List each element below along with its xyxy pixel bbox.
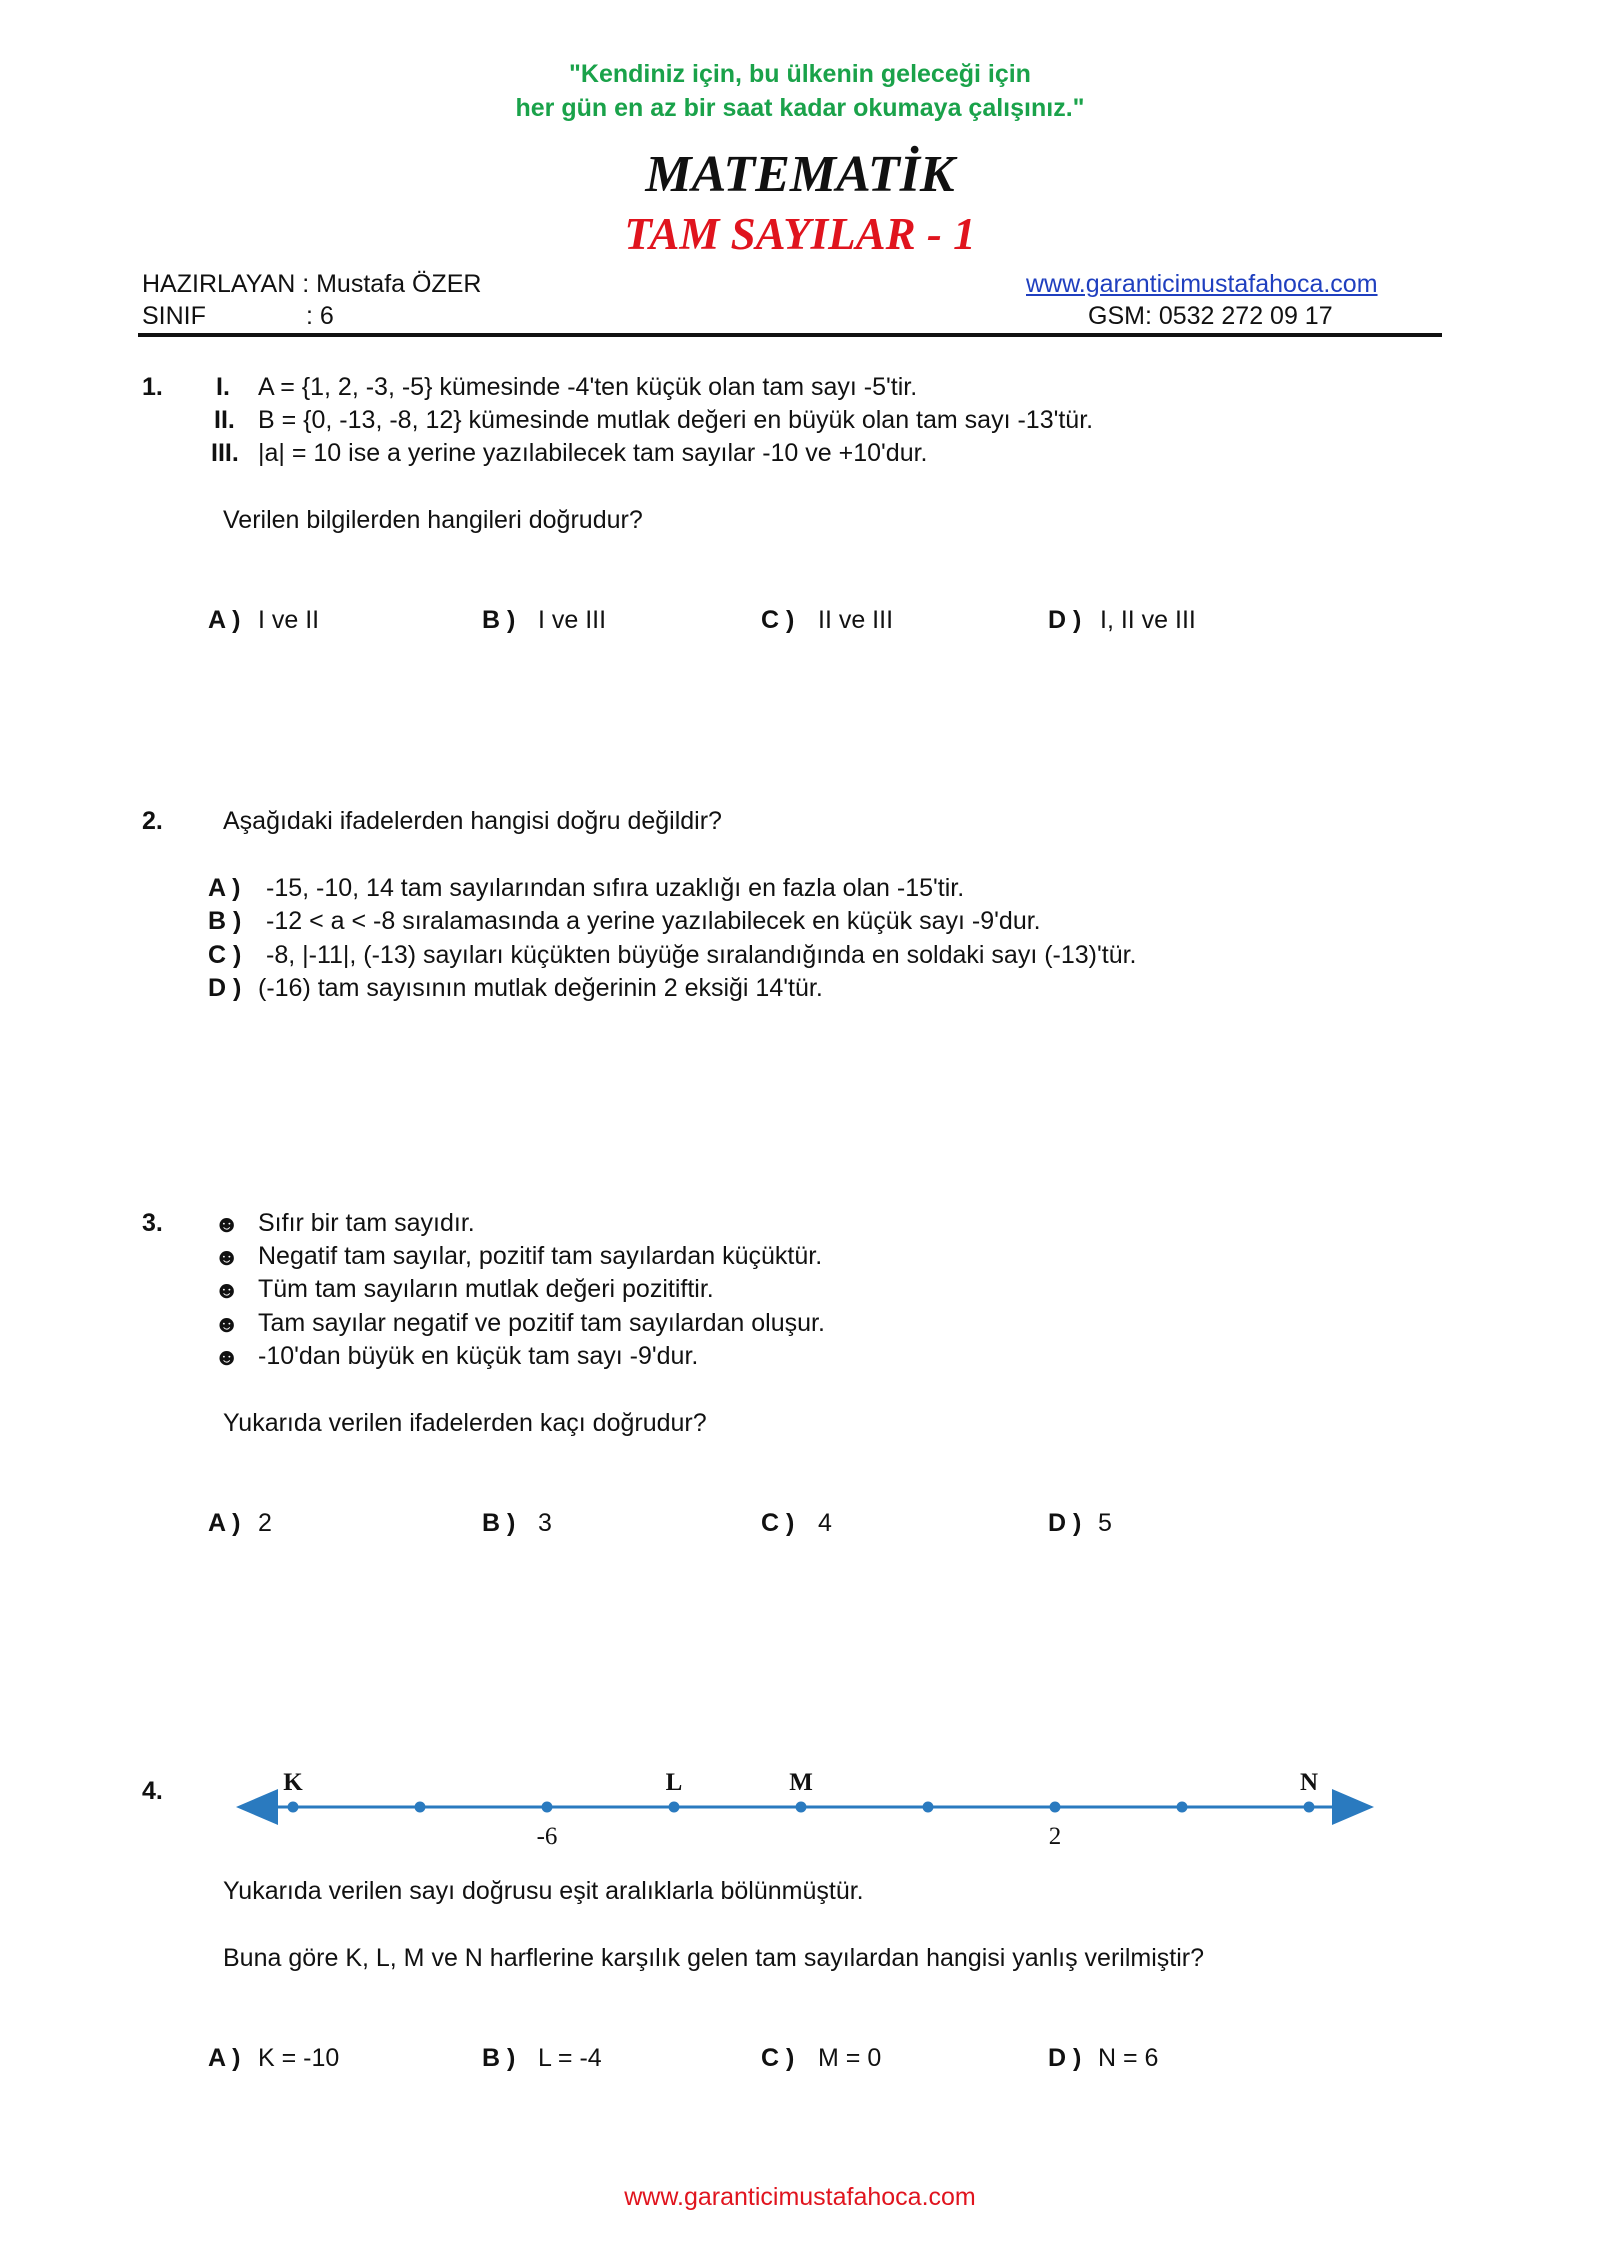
statement-text: -10'dan büyük en küçük tam sayı -9'dur. [258, 1342, 699, 1370]
question-prompt: Buna göre K, L, M ve N harflerine karşılık gelen tam sayılardan hangisi yanlış verilmiştir? [223, 1944, 1204, 1972]
footer-website[interactable]: www.garanticimustafahoca.com [624, 2183, 976, 2211]
smiley-bullet-icon: ☻ [214, 1277, 240, 1304]
option-letter: D ) [208, 974, 242, 1002]
statement-text: Tam sayılar negatif ve pozitif tam sayılardan oluşur. [258, 1309, 825, 1337]
question-prompt: Verilen bilgilerden hangileri doğrudur? [223, 506, 643, 534]
option-letter: A ) [208, 874, 241, 902]
option-letter: D ) [1048, 2044, 1082, 2072]
point-label-k: K [283, 1769, 303, 1796]
question-prompt: Aşağıdaki ifadelerden hangisi doğru değildir? [223, 807, 722, 835]
option-text[interactable]: -15, -10, 14 tam sayılarından sıfıra uzaklığı en fazla olan -15'tir. [266, 874, 965, 902]
option-text[interactable]: L = -4 [538, 2044, 602, 2072]
option-text[interactable]: -12 < a < -8 sıralamasında a yerine yazılabilecek en küçük sayı -9'dur. [266, 907, 1041, 935]
header-divider [138, 333, 1442, 337]
option-letter: B ) [208, 907, 242, 935]
option-letter: B ) [482, 2044, 516, 2072]
option-text[interactable]: K = -10 [258, 2044, 340, 2072]
number-line-point [796, 1802, 807, 1813]
option-text[interactable]: N = 6 [1098, 2044, 1159, 2072]
statement-text: A = {1, 2, -3, -5} kümesinde -4'ten küçük olan tam sayı -5'tir. [258, 373, 918, 401]
point-label-l: L [665, 1769, 683, 1796]
option-letter: A ) [208, 2044, 241, 2072]
option-text[interactable]: 4 [818, 1509, 832, 1537]
number-line-point [1304, 1802, 1315, 1813]
statement-roman: II. [214, 406, 235, 434]
option-letter: C ) [761, 606, 795, 634]
number-line-point [542, 1802, 553, 1813]
author-label: HAZIRLAYAN : Mustafa ÖZER [142, 270, 482, 298]
smiley-bullet-icon: ☻ [214, 1211, 240, 1238]
number-line-point [923, 1802, 934, 1813]
question-number: 2. [142, 807, 163, 835]
number-line-point [669, 1802, 680, 1813]
point-label-n: N [1299, 1769, 1319, 1796]
question-number: 1. [142, 373, 163, 401]
smiley-bullet-icon: ☻ [214, 1311, 240, 1338]
statement-roman: I. [216, 373, 230, 401]
option-text[interactable]: -8, |-11|, (-13) sayıları küçükten büyüğe sıralandığında en soldaki sayı (-13)'tür. [266, 941, 1137, 969]
website-link[interactable]: www.garanticimustafahoca.com [1026, 270, 1378, 298]
option-text[interactable]: I, II ve III [1100, 606, 1196, 634]
question-prompt: Yukarıda verilen ifadelerden kaçı doğrudur? [223, 1409, 707, 1437]
option-letter: A ) [208, 1509, 241, 1537]
option-letter: C ) [761, 1509, 795, 1537]
value-label-2: 2 [1048, 1823, 1062, 1850]
option-text[interactable]: (-16) tam sayısının mutlak değerinin 2 eksiği 14'tür. [258, 974, 823, 1002]
topic-title: TAM SAYILAR - 1 [624, 209, 976, 259]
statement-text: |a| = 10 ise a yerine yazılabilecek tam sayılar -10 ve +10'dur. [258, 439, 928, 467]
option-text[interactable]: 2 [258, 1509, 272, 1537]
number-line-point [1177, 1802, 1188, 1813]
question-number: 4. [142, 1777, 163, 1805]
number-line [230, 1760, 1380, 1850]
option-letter: D ) [1048, 606, 1082, 634]
class-value: : 6 [306, 302, 334, 330]
smiley-bullet-icon: ☻ [214, 1344, 240, 1371]
number-line-point [1050, 1802, 1061, 1813]
option-letter: D ) [1048, 1509, 1082, 1537]
option-text[interactable]: I ve III [538, 606, 607, 634]
number-line-point [415, 1802, 426, 1813]
option-text[interactable]: M = 0 [818, 2044, 882, 2072]
class-label: SINIF [142, 302, 206, 330]
option-letter: B ) [482, 606, 516, 634]
option-text[interactable]: 5 [1098, 1509, 1112, 1537]
subject-title: MATEMATİK [645, 146, 955, 203]
statement-text: Negatif tam sayılar, pozitif tam sayılardan küçüktür. [258, 1242, 823, 1270]
option-letter: C ) [208, 941, 242, 969]
motto-line-2: her gün en az bir saat kadar okumaya çalışınız." [515, 94, 1085, 122]
option-text[interactable]: II ve III [818, 606, 894, 634]
option-text[interactable]: I ve II [258, 606, 320, 634]
motto-line-1: "Kendiniz için, bu ülkenin geleceği için [569, 60, 1031, 88]
number-line-point [288, 1802, 299, 1813]
option-text[interactable]: 3 [538, 1509, 552, 1537]
statement-roman: III. [211, 439, 239, 467]
value-label-neg6: -6 [536, 1823, 558, 1850]
point-label-m: M [789, 1769, 813, 1796]
question-number: 3. [142, 1209, 163, 1237]
statement-text: Sıfır bir tam sayıdır. [258, 1209, 475, 1237]
option-letter: B ) [482, 1509, 516, 1537]
statement-text: B = {0, -13, -8, 12} kümesinde mutlak değeri en büyük olan tam sayı -13'tür. [258, 406, 1094, 434]
gsm-number: GSM: 0532 272 09 17 [1088, 302, 1333, 330]
option-letter: C ) [761, 2044, 795, 2072]
statement-text: Tüm tam sayıların mutlak değeri pozitiftir. [258, 1275, 714, 1303]
question-prompt: Yukarıda verilen sayı doğrusu eşit aralıklarla bölünmüştür. [223, 1877, 864, 1905]
smiley-bullet-icon: ☻ [214, 1244, 240, 1271]
option-letter: A ) [208, 606, 241, 634]
